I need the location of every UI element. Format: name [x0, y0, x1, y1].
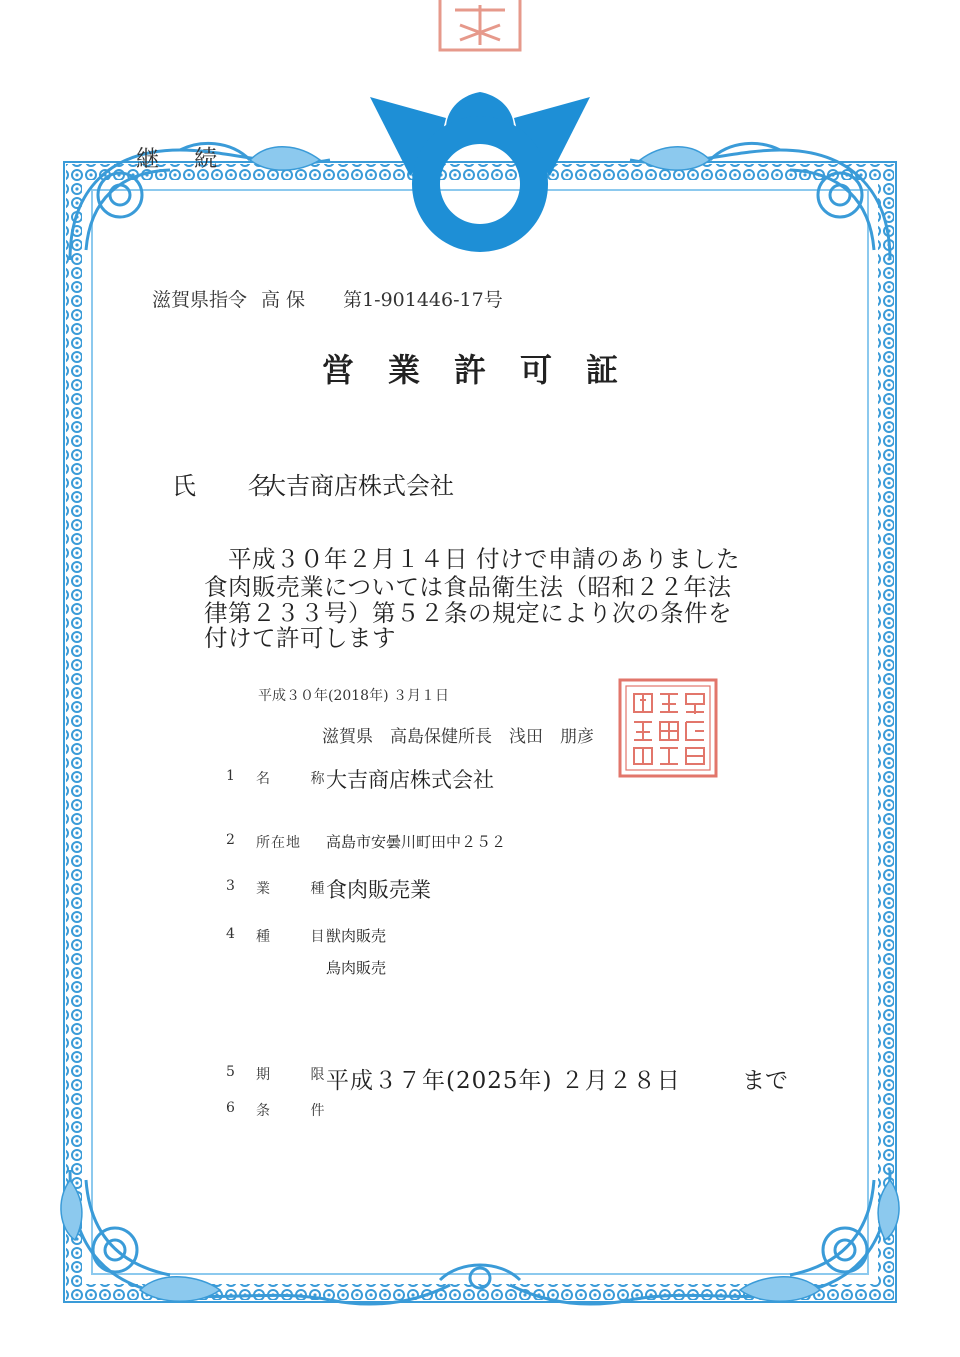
permit-number: 第1-901446-17号	[343, 289, 503, 311]
item-number: 2	[226, 832, 235, 848]
item-label: 期 限	[256, 1067, 343, 1083]
item-number: 5	[226, 1064, 235, 1080]
item-label: 所在地	[256, 835, 301, 851]
certificate-title: 営業許可証	[322, 351, 653, 389]
item-value-address: 高島市安曇川町田中２５２	[326, 833, 507, 851]
permit-issuer: 滋賀県指令	[152, 289, 248, 311]
item-label: 業 種	[256, 881, 343, 897]
body-line-2: 食肉販売業については食品衛生法（昭和２２年法	[204, 573, 732, 601]
item-number: 3	[226, 878, 235, 894]
body-line-3: 律第２３３号）第５２条の規定により次の条件を	[204, 599, 732, 627]
item-value-expiry: 平成３７年(2025年) ２月２８日	[326, 1068, 681, 1094]
item-number: 4	[226, 926, 235, 942]
item-label: 名 称	[256, 771, 343, 787]
item-value-category: 獣肉販売	[326, 927, 387, 945]
holder-name: 大吉商店株式会社	[262, 472, 454, 500]
top-seal-stamp-icon	[440, 0, 520, 50]
body-line-4: 付けて許可します	[204, 624, 396, 652]
permit-number-line	[152, 285, 503, 312]
item-number: 1	[226, 768, 235, 784]
item-label: 条 件	[256, 1103, 343, 1119]
continuation-mark: 継 続	[136, 146, 232, 172]
item-value-category: 鳥肉販売	[326, 959, 387, 977]
issuer-line: 滋賀県 高島保健所長 浅田 朋彦	[322, 727, 594, 747]
item-value-name: 大吉商店株式会社	[326, 768, 494, 792]
item-label: 種 目	[256, 929, 343, 945]
expiry-suffix: まで	[742, 1068, 788, 1094]
issue-date: 平成３０年(2018年) ３月１日	[258, 688, 450, 704]
permit-office: 高 保	[261, 289, 306, 311]
holder-label: 氏 名	[172, 472, 294, 500]
item-value-business-type: 食肉販売業	[326, 878, 431, 902]
item-number: 6	[226, 1100, 235, 1116]
official-seal-icon	[620, 680, 716, 776]
body-line-1: 平成３０年２月１４日 付けで申請のありました	[204, 545, 740, 573]
